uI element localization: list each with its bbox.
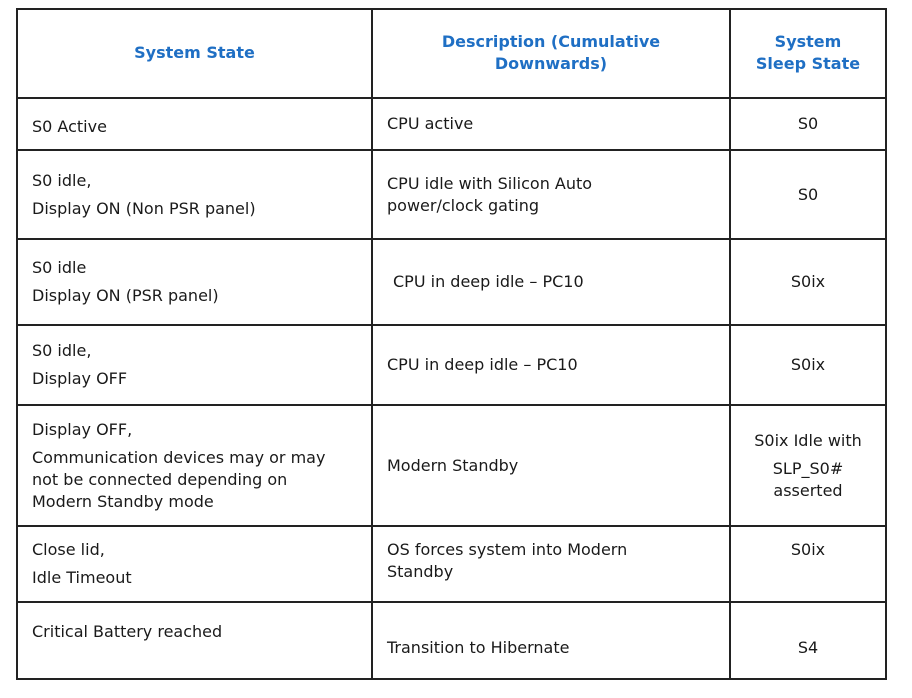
sleep-state-cell: S0ix bbox=[730, 325, 886, 405]
sleep-state-cell: S4 bbox=[730, 602, 886, 679]
state-cell: S0 idle Display ON (PSR panel) bbox=[17, 239, 372, 325]
header-sleep-state: System Sleep State bbox=[730, 9, 886, 98]
description-cell: OS forces system into Modern Standby bbox=[372, 526, 730, 602]
state-cell: S0 Active bbox=[17, 98, 372, 150]
description-cell: CPU in deep idle – PC10 bbox=[372, 325, 730, 405]
table-row bbox=[17, 239, 886, 325]
description-cell: Modern Standby bbox=[372, 405, 730, 526]
state-cell: Critical Battery reached bbox=[17, 602, 372, 679]
table-row bbox=[17, 405, 886, 526]
description-cell: CPU active bbox=[372, 98, 730, 150]
state-cell: S0 idle, Display ON (Non PSR panel) bbox=[17, 150, 372, 240]
state-cell: Display OFF, Communication devices may or may not be connected depending on Modern Standby mode bbox=[17, 405, 372, 526]
description-cell: CPU in deep idle – PC10 bbox=[372, 239, 730, 325]
header-system-state: System State bbox=[17, 9, 372, 98]
sleep-state-cell: S0 bbox=[730, 98, 886, 150]
state-cell: Close lid, Idle Timeout bbox=[17, 526, 372, 602]
sleep-state-cell: S0ix bbox=[730, 526, 886, 602]
description-cell: Transition to Hibernate bbox=[372, 602, 730, 679]
table-row bbox=[17, 602, 886, 679]
state-cell: S0 idle, Display OFF bbox=[17, 325, 372, 405]
table-row bbox=[17, 150, 886, 240]
table-row bbox=[17, 325, 886, 405]
sleep-state-cell: S0ix bbox=[730, 239, 886, 325]
header-row bbox=[17, 9, 886, 98]
table-row bbox=[17, 98, 886, 150]
sleep-state-cell: S0ix Idle with SLP_S0# asserted bbox=[730, 405, 886, 526]
description-cell: CPU idle with Silicon Auto power/clock gating bbox=[372, 150, 730, 240]
table-row bbox=[17, 526, 886, 602]
system-states-table bbox=[16, 8, 887, 680]
header-description: Description (Cumulative Downwards) bbox=[372, 9, 730, 98]
sleep-state-cell: S0 bbox=[730, 150, 886, 240]
